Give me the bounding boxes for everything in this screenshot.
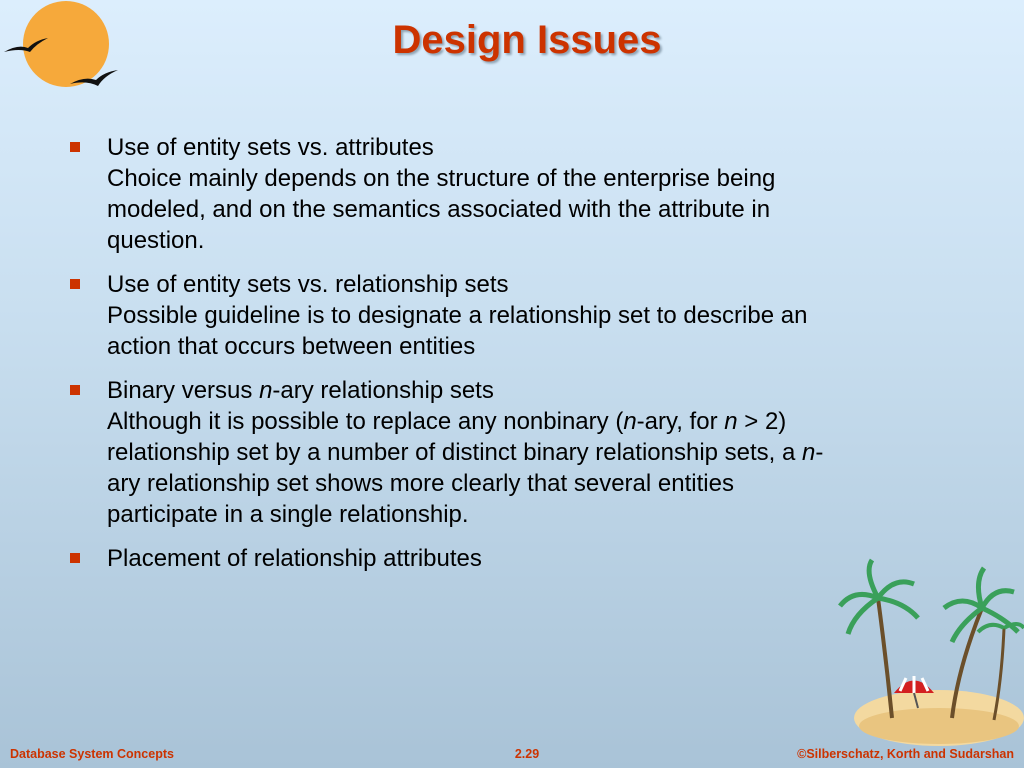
footer-course: Database System Concepts xyxy=(10,747,174,761)
bullet-text-line xyxy=(107,406,970,437)
bullet-text-line: question. xyxy=(107,227,205,254)
bullet-text-line xyxy=(107,437,970,468)
bullet-heading xyxy=(107,375,970,406)
text-run: -ary relationship sets xyxy=(272,377,494,404)
text-run: - xyxy=(815,439,824,466)
text-run: > 2) xyxy=(737,408,787,435)
italic-variable: n xyxy=(724,408,738,435)
bullet-heading: Placement of relationship attributes xyxy=(107,545,482,572)
italic-variable: n xyxy=(623,408,637,435)
bullet-list xyxy=(70,132,970,587)
bullet-text-line: participate in a single relationship. xyxy=(107,501,469,528)
text-run: -ary, for xyxy=(636,408,725,435)
italic-variable: n xyxy=(259,377,273,404)
bullet-marker xyxy=(70,279,80,289)
bullet-marker xyxy=(70,553,80,563)
footer-page-number: 2.29 xyxy=(514,747,540,761)
text-run: relationship set by a number of distinct binary relationship sets, a xyxy=(107,439,803,466)
footer-copyright: ©Silberschatz, Korth and Sudarshan xyxy=(797,747,1014,761)
slide-title: Design Issues xyxy=(392,18,662,62)
bullet-heading: Use of entity sets vs. attributes xyxy=(107,134,434,161)
bullet-text-line: action that occurs between entities xyxy=(107,333,476,360)
bullet-text-line: Possible guideline is to designate a relationship set to describe an xyxy=(107,302,808,329)
bullet-item xyxy=(70,132,970,256)
bullet-text-line: Choice mainly depends on the structure of the enterprise being xyxy=(107,165,776,192)
bullet-marker xyxy=(70,385,80,395)
palm-island-icon xyxy=(834,558,1024,768)
bullet-heading: Use of entity sets vs. relationship sets xyxy=(107,271,509,298)
text-run: Binary versus xyxy=(107,377,260,404)
bullet-marker xyxy=(70,142,80,152)
bullet-item xyxy=(70,269,970,362)
bullet-text-line: ary relationship set shows more clearly that several entities xyxy=(107,470,734,497)
italic-variable: n xyxy=(802,439,816,466)
bullet-text-line: modeled, and on the semantics associated with the attribute in xyxy=(107,196,771,223)
text-run: Although it is possible to replace any nonbinary ( xyxy=(107,408,624,435)
bullet-item xyxy=(70,375,970,530)
